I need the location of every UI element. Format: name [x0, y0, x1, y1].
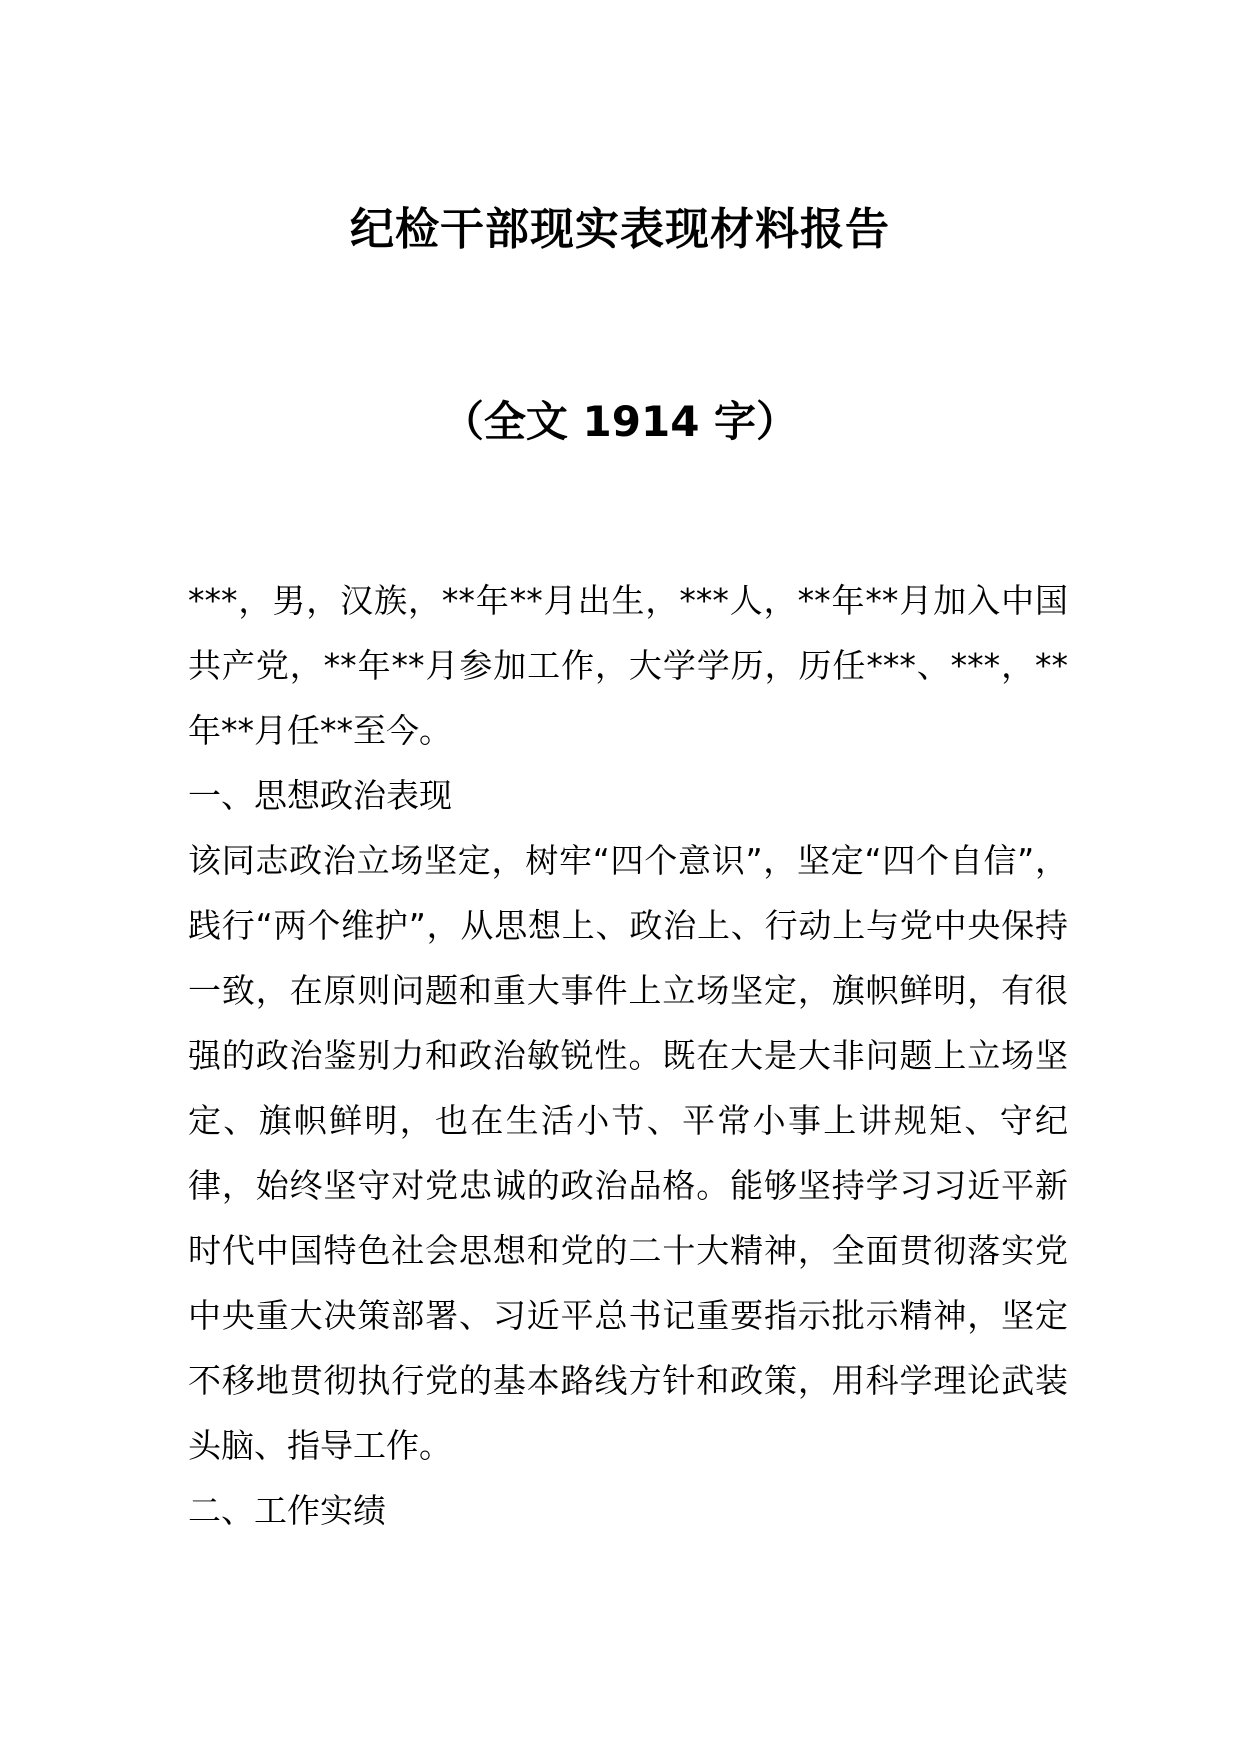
document-subtitle: （全文 1914 字） — [441, 397, 799, 446]
document-title: 纪检干部现实表现材料报告 — [350, 204, 890, 255]
intro-paragraph: ***，男，汉族，**年**月出生，***人，**年**月加入中国共产党，**年**月参加工作，大学学历，历任***、***，**年**月任**至今。 — [188, 581, 1068, 750]
section-heading-work: 二、工作实绩 — [188, 1491, 386, 1530]
section-heading-political: 一、思想政治表现 — [188, 776, 452, 815]
political-paragraph: 该同志政治立场坚定，树牢“四个意识”，坚定“四个自信”，践行“两个维护”，从思想上、政治上、行动上与党中央保持一致，在原则问题和重大事件上立场坚定，旗帜鲜明，有很强的政治鉴别力和政治敏锐性。既在大是大非问题上立场坚定、旗帜鲜明，也在生活小节、平常小事上讲规矩、守纪律，始终坚守对党忠诚的政治品格。能够坚持学习习近平新时代中国特色社会思想和党的二十大精神，全面贯彻落实党中央重大决策部署、习近平总书记重要指示批示精神，坚定不移地贯彻执行党的基本路线方针和政策，用科学理论武装头脑、指导工作。 — [188, 841, 1068, 1465]
document-body — [188, 568, 1068, 1543]
